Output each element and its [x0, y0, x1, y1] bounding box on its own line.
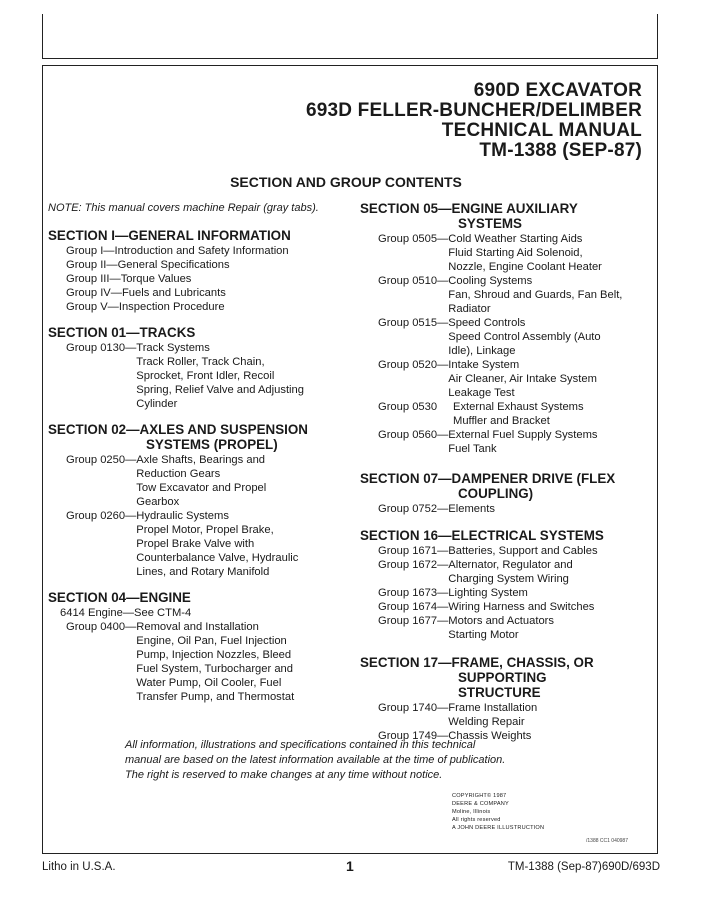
- group-0515-line: Speed Control Assembly (Auto: [448, 331, 601, 343]
- group-1677-label: Group 1677—: [378, 615, 449, 627]
- group-0560: [360, 428, 650, 456]
- group-0505-line: Fluid Starting Aid Solenoid,: [448, 247, 583, 259]
- group-0560-label: Group 0560—: [378, 429, 449, 441]
- section-04-title: SECTION 04—ENGINE: [48, 590, 191, 605]
- title-line-4: TM-1388 (SEP-87): [479, 140, 642, 161]
- disclaimer: [125, 738, 585, 783]
- group-0260-line: Lines, and Rotary Manifold: [136, 566, 270, 578]
- group-1740: [360, 701, 650, 729]
- group-0260-line: Propel Brake Valve with: [136, 538, 255, 550]
- section-i-group-3: Group III—Torque Values: [66, 273, 192, 285]
- section-i-group-2: Group II—General Specifications: [66, 259, 230, 271]
- copyright-block: [452, 792, 544, 832]
- copyright-line: Moline, Illinois: [452, 809, 491, 815]
- group-0260: [48, 509, 338, 579]
- group-0250: [48, 453, 338, 509]
- frame-top-rule: [42, 65, 658, 66]
- section-07-title: [360, 471, 650, 501]
- group-0260-line: Propel Motor, Propel Brake,: [136, 524, 274, 536]
- group-1671: Group 1671—Batteries, Support and Cables: [378, 545, 598, 557]
- group-0250-line: Tow Excavator and Propel: [136, 482, 267, 494]
- left-column: [48, 201, 338, 704]
- group-0530-line: Muffler and Bracket: [453, 415, 550, 427]
- group-0520-line: Air Cleaner, Air Intake System: [448, 373, 597, 385]
- group-0510-line: Fan, Shroud and Guards, Fan Belt,: [448, 289, 623, 301]
- footer-right: TM-1388 (Sep-87)690D/693D: [507, 861, 660, 873]
- section-i-group-5: Group V—Inspection Procedure: [66, 301, 225, 313]
- top-left-vertical-rule: [42, 14, 43, 58]
- group-0515-line: Idle), Linkage: [448, 345, 516, 357]
- group-0400-line: Pump, Injection Nozzles, Bleed: [136, 649, 292, 661]
- section-05-title: [360, 201, 650, 231]
- group-0520-line: Leakage Test: [448, 387, 515, 399]
- group-1677-line: Motors and Actuators: [448, 615, 554, 627]
- disclaimer-line: All information, illustrations and specifications contained in this technical: [125, 739, 476, 751]
- group-0130-line: Sprocket, Front Idler, Recoil: [136, 370, 275, 382]
- group-0510-line: Radiator: [448, 303, 491, 315]
- group-0505-line: Cold Weather Starting Aids: [448, 233, 583, 245]
- copyright-line: COPYRIGHT© 1987: [452, 793, 507, 799]
- frame-bottom-rule: [42, 853, 658, 854]
- section-i-title: SECTION I—GENERAL INFORMATION: [48, 228, 291, 243]
- group-1672-line: Alternator, Regulator and: [448, 559, 573, 571]
- section-i-group-1: Group I—Introduction and Safety Information: [66, 245, 289, 257]
- group-0505-line: Nozzle, Engine Coolant Heater: [448, 261, 602, 273]
- section-17-title-c: STRUCTURE: [458, 685, 541, 700]
- section-17-title-a: SECTION 17—FRAME, CHASSIS, OR: [360, 655, 594, 670]
- title-line-3: TECHNICAL MANUAL: [441, 120, 642, 141]
- group-0130-line: Spring, Relief Valve and Adjusting: [136, 384, 304, 396]
- group-1740-line: Frame Installation: [448, 702, 538, 714]
- illustration-code: /1388 CC1 040987: [586, 838, 628, 844]
- group-0250-label: Group 0250—: [66, 454, 137, 466]
- section-i-group-4: Group IV—Fuels and Lubricants: [66, 287, 226, 299]
- group-0510-label: Group 0510—: [378, 275, 449, 287]
- title-line-1: 690D EXCAVATOR: [473, 80, 642, 101]
- group-1672-label: Group 1672—: [378, 559, 449, 571]
- group-0130-line: Track Roller, Track Chain,: [136, 356, 265, 368]
- group-0260-label: Group 0260—: [66, 510, 137, 522]
- group-0130: [48, 341, 338, 411]
- group-0560-line: External Fuel Supply Systems: [448, 429, 598, 441]
- group-0250-line: Reduction Gears: [136, 468, 221, 480]
- contents-heading: SECTION AND GROUP CONTENTS: [230, 174, 462, 190]
- group-0260-line: Counterbalance Valve, Hydraulic: [136, 552, 299, 564]
- section-02-title-b: SYSTEMS (PROPEL): [146, 437, 278, 452]
- disclaimer-line: manual are based on the latest information available at the time of publication.: [125, 754, 506, 766]
- top-horizontal-rule: [42, 58, 658, 59]
- section-17-title: [360, 655, 650, 700]
- group-0260-line: Hydraulic Systems: [136, 510, 229, 522]
- note: NOTE: This manual covers machine Repair (gray tabs).: [48, 202, 319, 214]
- page-number: 1: [346, 858, 354, 874]
- group-0510: [360, 274, 650, 316]
- footer-left: Litho in U.S.A.: [42, 861, 116, 873]
- section-05-title-b: SYSTEMS: [458, 216, 522, 231]
- group-0560-line: Fuel Tank: [448, 443, 497, 455]
- group-1677: [360, 614, 650, 642]
- right-column: [360, 201, 650, 743]
- group-0400-label: Group 0400—: [66, 621, 137, 633]
- section-07-title-a: SECTION 07—DAMPENER DRIVE (FLEX: [360, 471, 616, 486]
- group-1740-label: Group 1740—: [378, 702, 449, 714]
- group-0530: [360, 400, 650, 428]
- group-0130-line: Track Systems: [136, 342, 210, 354]
- group-0520: [360, 358, 650, 400]
- group-1673: Group 1673—Lighting System: [378, 587, 528, 599]
- copyright-line: All rights reserved: [452, 817, 501, 823]
- group-0530-label: Group 0530: [378, 401, 441, 413]
- section-02-title: [48, 422, 338, 452]
- section-07-title-b: COUPLING): [458, 486, 534, 501]
- group-1677-line: Starting Motor: [448, 629, 519, 641]
- group-0520-line: Intake System: [448, 359, 520, 371]
- group-1672: [360, 558, 650, 586]
- group-0515-label: Group 0515—: [378, 317, 449, 329]
- group-0752: Group 0752—Elements: [378, 503, 495, 515]
- group-0400-line: Removal and Installation: [136, 621, 259, 633]
- section-05-title-a: SECTION 05—ENGINE AUXILIARY: [360, 201, 578, 216]
- group-0505-label: Group 0505—: [378, 233, 449, 245]
- group-0400-line: Fuel System, Turbocharger and: [136, 663, 293, 675]
- group-0530-line: External Exhaust Systems: [453, 401, 584, 413]
- title-line-2: 693D FELLER-BUNCHER/DELIMBER: [305, 100, 642, 121]
- group-0400-line: Transfer Pump, and Thermostat: [136, 691, 295, 703]
- group-0505: [360, 232, 650, 274]
- section-02-title-a: SECTION 02—AXLES AND SUSPENSION: [48, 422, 308, 437]
- group-0130-line: Cylinder: [136, 398, 178, 410]
- group-1674: Group 1674—Wiring Harness and Switches: [378, 601, 595, 613]
- group-1740-line: Welding Repair: [448, 716, 525, 728]
- group-0515: [360, 316, 650, 358]
- copyright-line: DEERE & COMPANY: [452, 801, 509, 807]
- engine-line: 6414 Engine—See CTM-4: [60, 607, 192, 619]
- top-right-vertical-rule: [657, 14, 658, 58]
- group-1749: Group 1749—Chassis Weights: [378, 730, 532, 742]
- section-17-title-b: SUPPORTING: [458, 670, 547, 685]
- group-0250-line: Gearbox: [136, 496, 180, 508]
- group-0250-line: Axle Shafts, Bearings and: [136, 454, 266, 466]
- group-0510-line: Cooling Systems: [448, 275, 533, 287]
- group-0130-label: Group 0130—: [66, 342, 137, 354]
- section-16-title: SECTION 16—ELECTRICAL SYSTEMS: [360, 528, 604, 543]
- group-0515-line: Speed Controls: [448, 317, 526, 329]
- group-0400-line: Engine, Oil Pan, Fuel Injection: [136, 635, 287, 647]
- copyright-line: A JOHN DEERE ILLUSTRUCTION: [452, 825, 545, 831]
- group-0400: [48, 620, 338, 704]
- group-0400-line: Water Pump, Oil Cooler, Fuel: [136, 677, 282, 689]
- section-01-title: SECTION 01—TRACKS: [48, 325, 196, 340]
- group-0520-label: Group 0520—: [378, 359, 449, 371]
- group-1672-line: Charging System Wiring: [448, 573, 569, 585]
- disclaimer-line: The right is reserved to make changes at any time without notice.: [125, 769, 443, 781]
